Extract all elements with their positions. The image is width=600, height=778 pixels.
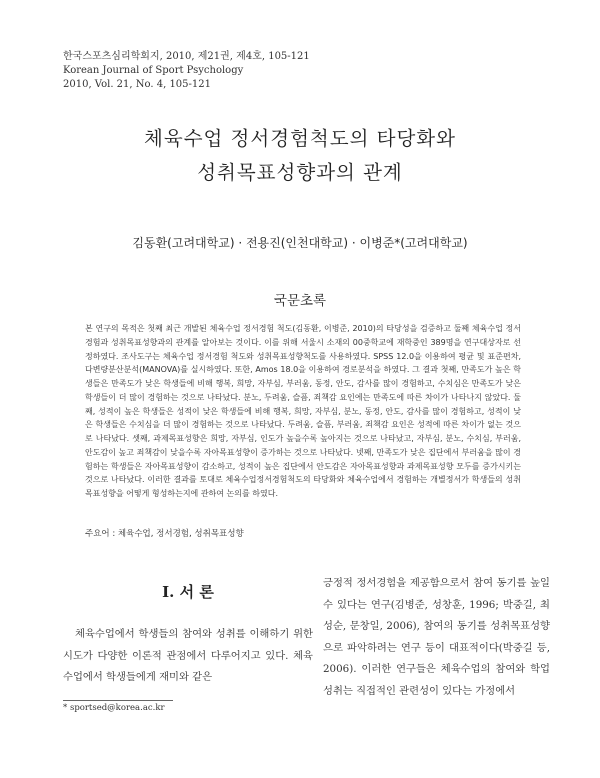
paper-title-line-1: 체육수업 정서경험척도의 타당화와 xyxy=(144,127,456,150)
body-right-column: 긍정적 정서경험을 제공함으로서 참여 동기를 높일 수 있다는 연구(김병준, 성창훈, 1996; 박중길, 최성순, 문창일, 2006), 참여의 동기를 성취목표성향으로 파악하려는 연구 등이 대표적이다(박중길 등, 2006). 이러한 연구들은 체육수업의 참여와 학업성취는 직접적인 관련성이 있다는 가정에서 xyxy=(323,577,550,697)
abstract-heading: 국문초록 xyxy=(273,293,327,309)
paper-title-line-2: 성취목표성향과의 관계 xyxy=(197,161,403,184)
footnote-email: * sportsed@korea.ac.kr xyxy=(63,703,165,713)
body-left-column: 체육수업에서 학생들의 참여와 성취를 이해하기 위한 시도가 다양한 이론적 관점에서 다루어지고 있다. 체육수업에서 학생들에게 재미와 같은 xyxy=(63,628,313,683)
journal-volume: 2010, Vol. 21, No. 4, 105-121 xyxy=(63,79,211,90)
keywords: 주요어 : 체육수업, 정서경험, 성취목표성향 xyxy=(85,529,244,539)
footnote-divider xyxy=(63,700,173,701)
section-heading: I. 서 론 xyxy=(162,583,214,601)
authors: 김동환(고려대학교) · 전용진(인천대학교) · 이병준*(고려대학교) xyxy=(132,236,468,250)
journal-header xyxy=(63,50,310,92)
abstract-text: 본 연구의 목적은 첫째 최근 개발된 체육수업 정서경험 척도(김동환, 이병준, 2010)의 타당성을 검증하고 둘째 체육수업 정서경험과 성취목표성향과의 관계를 알아보는 것이다. 이를 위해 서울시 소재의 00중학교에 재학중인 389명을 연구대상자로 선정하였다. 조사도구는 체육수업 정서경험 척도와 성취목표성향척도를 사용하였다. SPSS 12.0을 이용하여 평균 및 표준편차, 다변량분산분석(MANOVA)를 실시하였다. 또한, Amos 18.0을 이용하여 경로분석을 하였다. 그 결과 첫째, 만족도가 높은 학생들은 만족도가 낮은 학생들에 비해 행복, 희망, 자부심, 부러움, 동정, 안도, 감사를 많이 경험하고, 수치심은 만족도가 낮은 학생들이 더 많이 경험하는 것으로 나타났다. 분노, 두려움, 슬픔, 죄책감 요인에는 만족도에 따른 차이가 나타나지 않았다. 둘째, 성적이 높은 학생들은 성적이 낮은 학생들에 비해 행복, 희망, 자부심, 분노, 동정, 안도, 감사를 많이 경험하고, 성적이 낮은 학생들은 수치심을 더 많이 경험하는 것으로 나타났다. 두려움, 슬픔, 부러움, 죄책감 요인은 성적에 따른 차이가 없는 것으로 나타났다. 셋째, 과제목표성향은 희망, 자부심, 인도가 높을수록 높아지는 것으로 나타났고, 자부심, 분노, 수치심, 부러움, 안도감이 높고 죄책감이 낮을수록 자아목표성향이 증가하는 것으로 나타났다. 넷째, 만족도가 낮은 집단에서 부러움을 많이 경험하는 학생들은 자아목표성향이 감소하고, 성적이 높은 집단에서 안도감은 자아목표성향과 과제목표성향 모두를 증가시키는 것으로 나타났다. 이러한 결과를 토대로 체육수업정서경험척도의 타당화와 체육수업에서 경험하는 개별정서가 학생들의 성취목표성향을 어떻게 형성하는지에 관하여 논의를 하였다. xyxy=(85,324,521,498)
journal-title-en: Korean Journal of Sport Psychology xyxy=(63,65,244,76)
journal-title-ko: 한국스포츠심리학회지, 2010, 제21권, 제4호, 105-121 xyxy=(63,51,310,62)
